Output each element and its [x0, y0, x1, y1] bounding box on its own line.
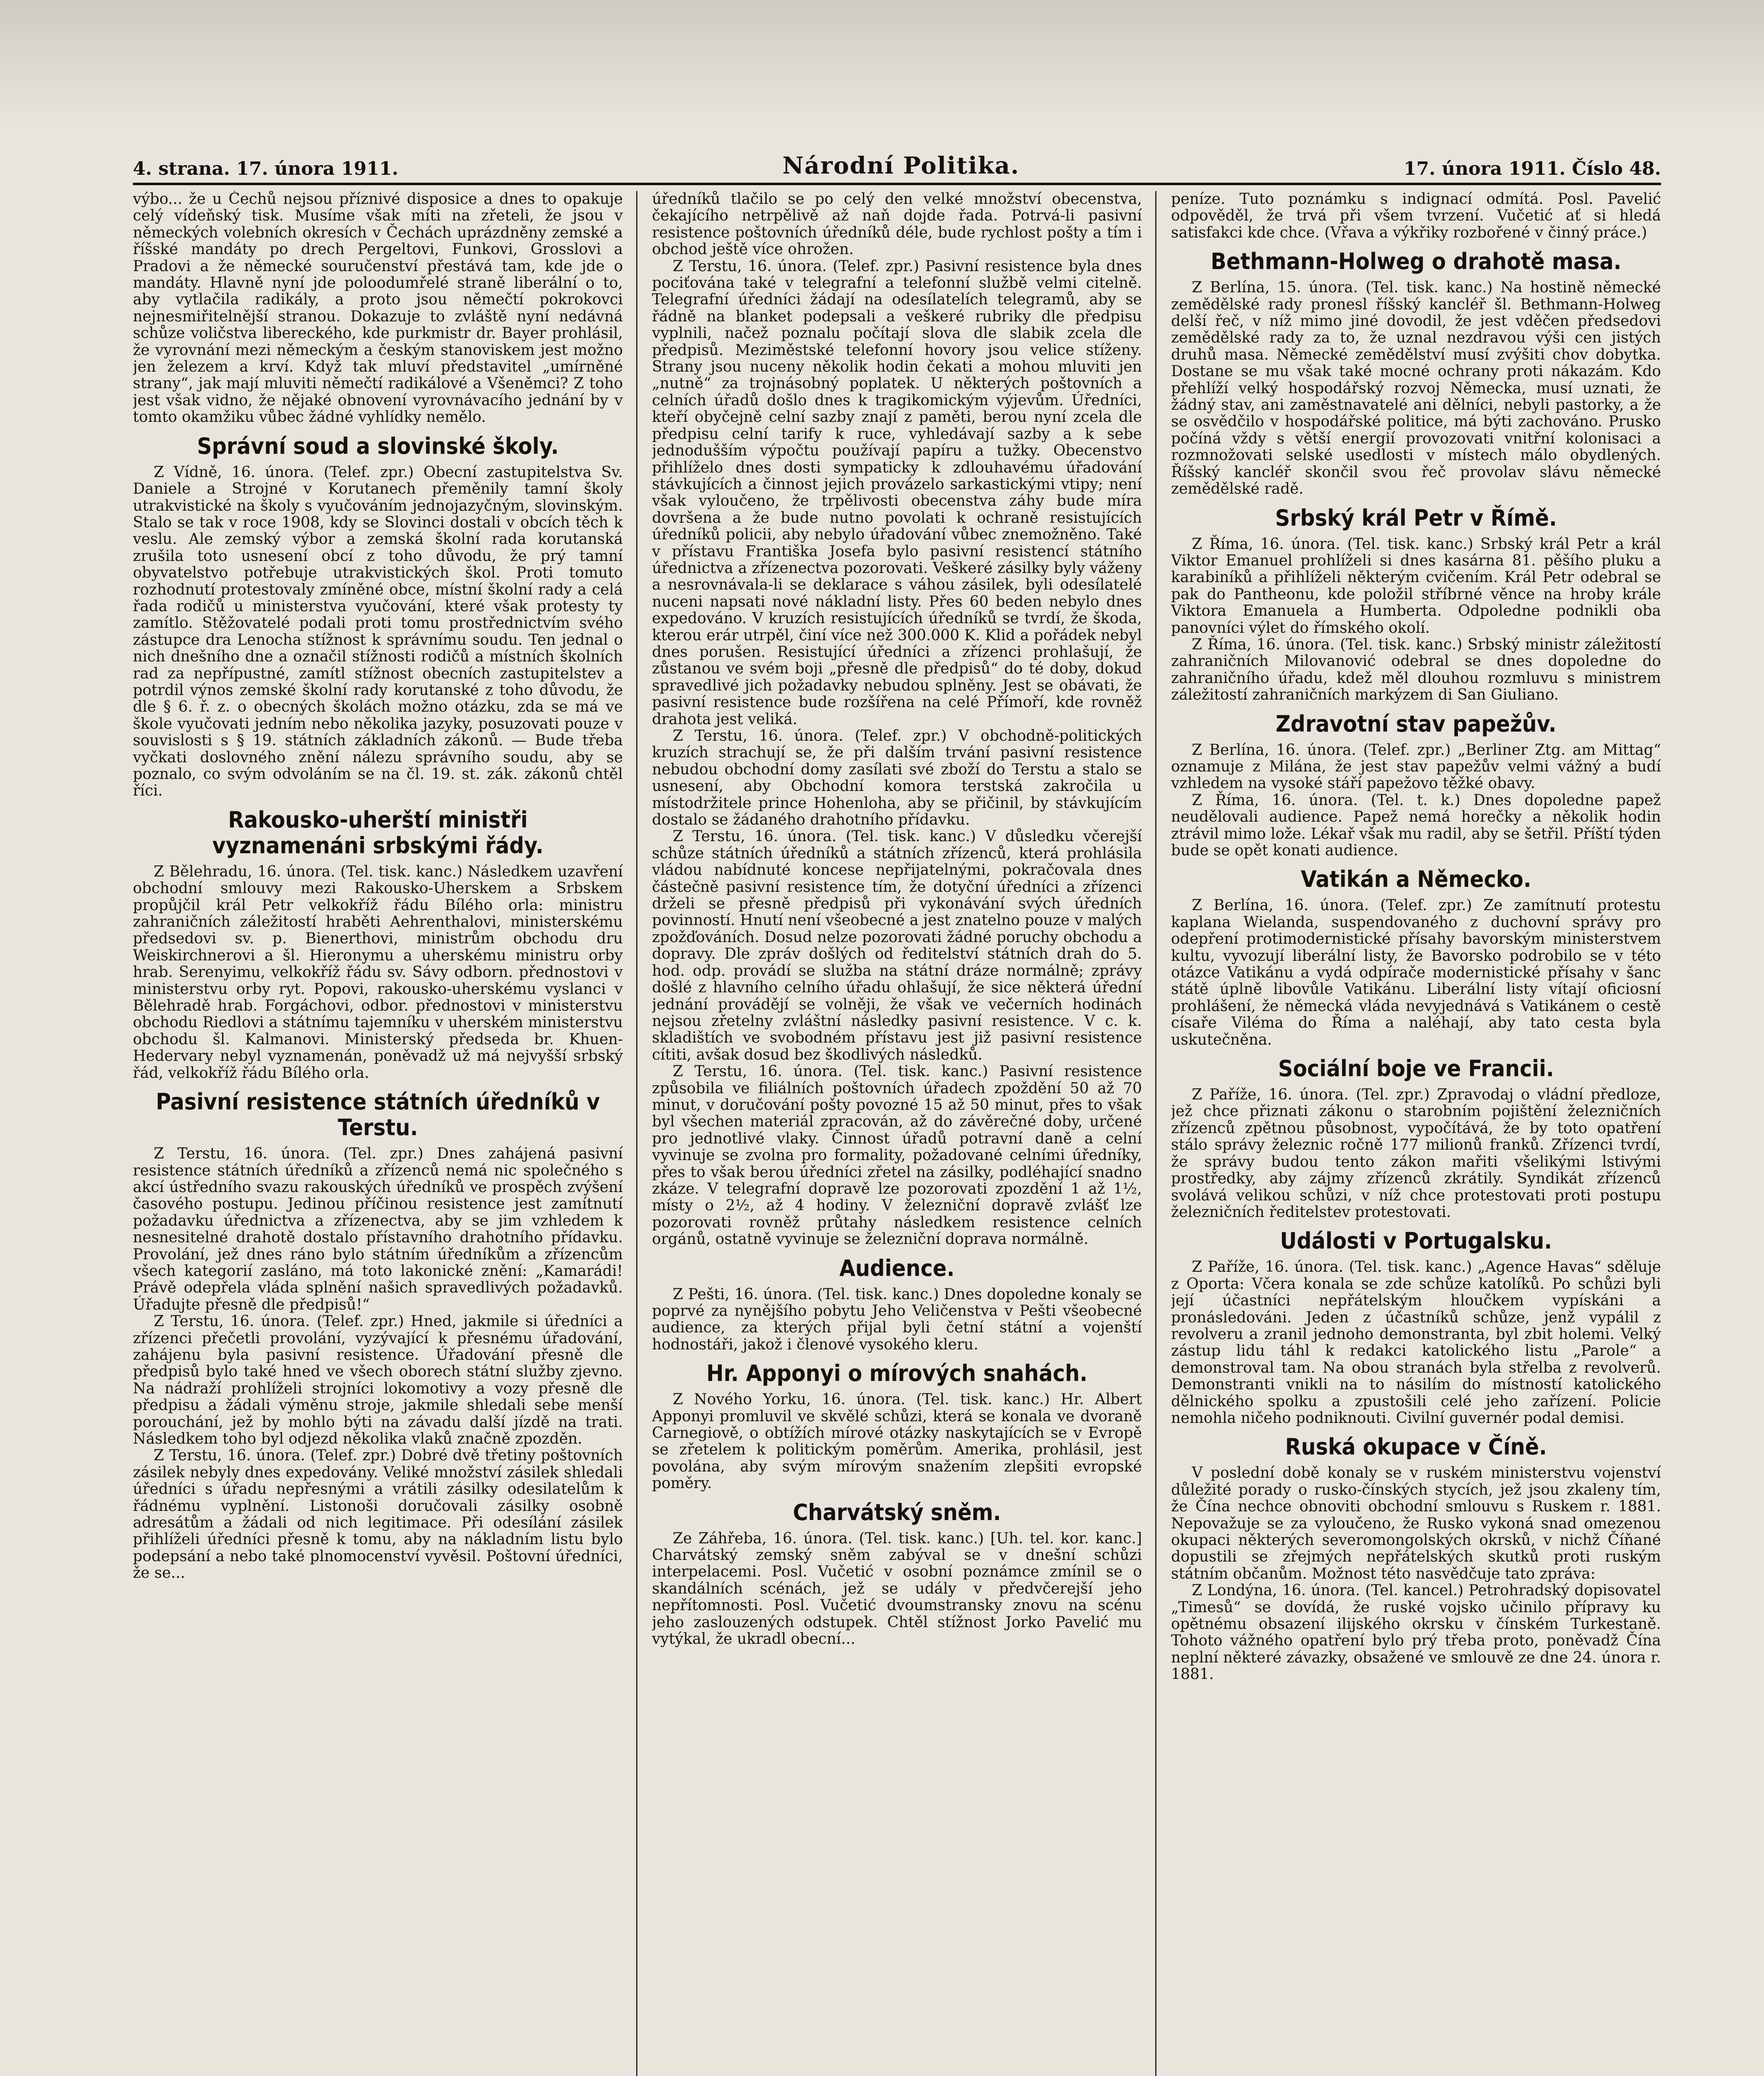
article-text: Z Pešti, 16. února. (Tel. tisk. kanc.) Dnes dopoledne konaly se poprvé za nynějšího pobytu Jeho Veličenstva v Pešti všeobecné audience, za kterých přijal byli četní státní a vojenští hodnostáři, jakož i členové vysokého kleru.: [652, 1285, 1142, 1353]
article-text: Z Říma, 16. února. (Tel. t. k.) Dnes dopoledne papež neudělovali audience. Papež nemá horečky a několik hodin ztrávil mimo lože. Lékař však mu radil, aby se šetřil. Příští týden bude se opět konati audience.: [1171, 791, 1661, 859]
article-headline: Pasivní resistence státních úředníků v Terstu.: [156, 1089, 600, 1141]
article-text: Z Terstu, 16. února. (Tel. zpr.) Dnes zahájená pasivní resistence státních úředníků a zřízenců nemá nic společného s akcí ústředního svazu rakouských úředníků ve prospěch zvýšení časového postupu. Jedinou příčinou resistence jest zamítnutí požadavku úřednictva a zřízenectva, aby se jim vzhledem k nesnesitelné drahotě dostalo přístavního drahotního přídavku. Provolání, jež dnes ráno bylo státním úředníkům a zřízencům všech kategorií zasláno, má toto lakonické znění: „Kamarádi! Právě odepřela vláda splnění našich spravedlivých požadavků. Úřadujte přesně dle předpisů!“: [133, 1145, 623, 1313]
article-text: Z Paříže, 16. února. (Tel. zpr.) Zpravodaj o vládní předloze, jež chce přiznati zákonu o starobním pojištění železničních zřízenců zpětnou působnost, vypočítává, že by toto opatření stálo správy železnic ročně 177 milionů franků. Zřízenci tvrdí, že správy budou tento zákon mařiti všelikými lstivými prostředky, aby zájmy zřízenců zkrátily. Syndikát zřízenců svolává velikou schůzi, v níž chce protestovati proti postupu železničních ředitelstev protestovati.: [1171, 1086, 1661, 1221]
column-divider: [1155, 191, 1156, 2076]
article-headline: Sociální boje ve Francii.: [1278, 1055, 1554, 1082]
article-headline: Audience.: [839, 1255, 955, 1281]
article-text: Z Bělehradu, 16. února. (Tel. tisk. kanc.) Následkem uzavření obchodní smlouvy mezi Rakousko-Uherskem a Srbskem propůjčil král Petr velkokříž řádu Bílého orla: ministru zahraničních záležitostí hraběti Aehrenthalovi, ministerskému předsedovi sv. p. Bienerthovi, ministrům obchodu dru Weiskirchnerovi a šl. Hieronymu a uherskému ministru orby hrab. Serenyimu, velkokříž řádu sv. Sávy odborn. přednostovi v ministerstvu orby ryt. Popovi, rakousko-uherskému vyslanci v Bělehradě hrab. Forgáchovi, odbor. přednostovi v ministerstvu obchodu Riedlovi a státnímu tajemníku v uherském ministerstvu obchodu šl. Kalmanovi. Ministerský předseda br. Khuen-Hedervary nebyl vyznamenán, poněvadž už má nejvyšší srbský řád, velkokříž řádu Bílého orla.: [133, 863, 623, 1082]
paper-edge-shadow-top: [0, 0, 1764, 125]
article-text: Z Terstu, 16. února. (Telef. zpr.) Pasivní resistence byla dnes pociťována také v telegrafní a telefonní službě velmi citelně. Telegrafní úředníci žádají na odesílatelích telegramů, aby se řádně na blanket podepsali a veškeré rubriky dle předpisu vyplnili, načež poznalu počítají slova dle slabik zcela dle předpisů. Meziměstské telefonní hovory jsou velice stíženy. Strany jsou nuceny několik hodin čekati a mohou mluviti jen „nutně“ za trojnásobný poplatek. U některých poštovních a celních úřadů došlo dnes k tragikomickým výjevům. Úředníci, kteří obyčejně celní sazby znají z paměti, berou nyní zcela dle předpisu celní tarify k ruce, vyhledávají sazby a k sebe jednodušším výpočtu používají papíru a tužky. Obecenstvo přihlíželo dnes dosti sympaticky k zdlouhavému úřadování stávkujících a činnost jejich provázelo sarkastickými vtipy; není však vyloučeno, že trpělivosti obecenstva záhy bude míra dovršena a že bude nutno povolati k ochraně resistujících úředníků policii, aby nebylo úřadování vůbec znemožněno. Také v přístavu Františka Josefa bylo pasivní resistencí státního úřednictva a zřízenectva pozorovati. Veškeré zásilky byly váženy a nesrovnávala-li se deklarace s váhou zásilek, byli odesílatelé nuceni napsati nové nákladní listy. Přes 60 beden nebylo dnes expedováno. V kruzích resistujících úředníků se tvrdí, že škoda, kterou erár utrpěl, činí více než 300.000 K. Klid a pořádek nebyl dnes porušen. Resistující úředníci a zřízenci prohlašují, že zůstanou ve svém boji „přesně dle předpisů“ do té doby, dokud spravedlivé jich požadavky nebudou splněny. Jest se obávati, že pasivní resistence bude rozšířena na celé Přímoří, kde rovněž drahota jest veliká.: [652, 257, 1142, 728]
article-text: Z Paříže, 16. února. (Tel. tisk. kanc.) „Agence Havas“ sděluje z Oporta: Včera konala se zde schůze katolíků. Po schůzi byli její účastníci nepřátelským hloučkem vypískáni a pronásledováni. Jeden z účastníků schůze, jenž vypálil z revolveru a zranil jednoho demonstranta, byl zbit holemi. Velký zástup lidu táhl k redakci katolického listu „Parole“ a demonstroval tam. Na obou stranách byla střelba z revolverů. Demonstranti vnikli na to násilím do místností katolického dělnického spolku a zpustošili celé jeho zařízení. Policie nemohla ničeho podniknouti. Civilní guvernér podal demisi.: [1171, 1258, 1661, 1427]
article-headline: Hr. Apponyi o mírových snahách.: [706, 1360, 1088, 1387]
article-text: Z Nového Yorku, 16. února. (Tel. tisk. kanc.) Hr. Albert Apponyi promluvil ve skvělé schůzi, která se konala ve dvoraně Carnegiově, o obtížích mírové otázky naskytajících se v Evropě se zřetelem k politickým poměrům. Amerika, prohlásil, jest povolána, aby svým mírovým snažením zlepšiti evropské poměry.: [652, 1391, 1142, 1492]
article-text: Z Berlína, 15. února. (Tel. tisk. kanc.) Na hostině německé zemědělské rady pronesl říšský kancléř šl. Bethmann-Holweg delší řeč, v níž mimo jiné dovodil, že jest vděčen předsedovi zemědělské rady za to, že uznal nezdravou výši cen jistých druhů masa. Německé zemědělství musí zvýšiti chov dobytka. Dostane se mu však také mocné ochrany proti nákazám. Kdo přehlíží velký hospodářský rozvoj Německa, musí uznati, že žádný stav, ani zaměstnavatelé ani dělníci, nebyli pastorky, a že se osvědčilo v hospodářské politice, má býti zachováno. Prusko počíná vždy s větší energií provozovati vnitřní kolonisaci a rozmnožovati selské usedlosti v místech málo obydlených. Říšský kancléř skončil svou řeč provolav slávu německé zemědělské radě.: [1171, 279, 1661, 498]
article-headline: Ruská okupace v Číně.: [1285, 1434, 1547, 1460]
article-text: Z Terstu, 16. února. (Telef. zpr.) Hned, jakmile si úředníci a zřízenci přečetli provolání, vyzývající k přesnému úřadování, zahájenu byla pasivní resistence. Úřadování přesně dle předpisů bylo také hned ve všech oborech státní služby zjevno. Na nádraží prohlíželi strojníci lokomotivy a vozy přesně dle předpisu a žádali výměnu stroje, jakmile shledali sebe menší porouchání, jež by mohlo býti na závadu další jízdě na trati. Následkem toho byl odjezd několika vlaků značně zpozděn.: [133, 1313, 623, 1447]
column-divider: [636, 191, 637, 2076]
header-right: 17. února 1911. Číslo 48.: [1404, 158, 1661, 179]
column-2: [652, 191, 1142, 2076]
article-headline: Vatikán a Německo.: [1301, 866, 1531, 893]
article-text: Ze Záhřeba, 16. února. (Tel. tisk. kanc.) [Uh. tel. kor. kanc.] Charvátský zemský sněm zabýval se v dnešní schůzi interpelacemi. Posl. Vučetić v osobní poznámce zmínil se o skandálních scénách, jež se udály v předvčerejší jeho nepřítomnosti. Posl. Vučetić dvoumstransky znovu na scénu jeho zaslouzených odstupek. Chtěl stížnost Jorko Pavelić mu vytýkal, že ukradl obecní...: [652, 1530, 1142, 1648]
article-text: výbo... že u Čechů nejsou příznivé disposice a dnes to opakuje celý vídeňský tisk. Musíme však míti na zřeteli, že jsou v německých volebních okresích v Čechách uprázdněny zemské a říšské mandáty po drech Pergeltovi, Funkovi, Grosslovi a Pradovi a že německé souručenství přestává tam, kde jde o mandáty. Hlavně nyní jde poloodumřelé straně liberální o to, aby vytlačila radikály, a proto jsou němečtí pokrokovci nejnesmiřitelnější stranou. Dokazuje to zvláště nyní nedávná schůze voličstva libereckého, kde purkmistr dr. Bayer prohlásil, že vyrovnání mezi německým a českým stanoviskem jest možno jen železem a krví. Když tak mluví představitel „umírněné strany“, jak mají mluviti němečtí radikálové a Všeněmci? Z toho jest však vidno, že nějaké obnovení vyrovnávacího jednání by v tomto okamžiku vůbec žádné vyhlídky nemělo.: [133, 191, 623, 426]
article-text: Z Terstu, 16. února. (Tel. tisk. kanc.) Pasivní resistence způsobila ve filiálních poštovních úřadech zpoždění 50 až 70 minut, v doručování pošty povozné 15 až 50 minut, přes to však byl všechen materiál zpracován, až do závěrečné doby, určené pro jednotlivé vlaky. Činnost úřadů potravní daně a celní vyvinuje se zvolna pro formality, požadované celními úředníky, přes to však berou úředníci zřetel na zásilky, podléhající snadno zkáze. V telegrafní dopravě lze pozorovati zpozdění 1 až 1½, místy o 2½, až 4 hodiny. V železniční dopravě zvlášť lze pozorovati rovněž průtahy následkem resistence celních orgánů, ostatně vyvinuje se železniční doprava normálně.: [652, 1063, 1142, 1248]
header-rule: [133, 183, 1661, 185]
column-3: [1171, 191, 1661, 2076]
article-text: Z Říma, 16. února. (Tel. tisk. kanc.) Srbský ministr záležitostí zahraničních Milovanović odebral se dnes dopoledne do zahraničního úřadu, kdež měl dlouhou rozmluvu s ministrem záležitostí zahraničních markýzem di San Giuliano.: [1171, 636, 1661, 704]
article-text: Z Říma, 16. února. (Tel. tisk. kanc.) Srbský král Petr a král Viktor Emanuel prohlíželi si dnes kasárna 81. pěšího pluku a karabiníků a přihlíželi některým cvičením. Král Petr odebral se pak do Pantheonu, kde položil stříbrné věnce na hroby krále Viktora Emanuela a Humberta. Odpoledne podnikli oba panovníci výlet do římského okolí.: [1171, 535, 1661, 637]
article-text: peníze. Tuto poznámku s indignací odmítá. Posl. Pavelić odpověděl, že trvá při všem tvrzení. Vučetić ať si hledá satisfakci kde chce. (Vřava a výkřiky rozbořené v činný práce.): [1171, 191, 1661, 241]
article-headline: Bethmann-Holweg o drahotě masa.: [1210, 248, 1622, 275]
article-text: Z Londýna, 16. února. (Tel. kancel.) Petrohradský dopisovatel „Timesů“ se dovídá, že ruské vojsko učinilo přípravy ku opětnému obsazení ilijského okrsku v čínském Turkestaně. Tohoto vážného opatření bylo prý třeba proto, poněvadž Čína neplní některé závazky, obsažené ve smlouvě ze dne 24. února r. 1881.: [1171, 1582, 1661, 1683]
article-headline: Události v Portugalsku.: [1280, 1228, 1552, 1254]
article-headline: Rakousko-uherští ministři vyznamenáni srbskými řády.: [212, 806, 544, 859]
article-text: Z Berlína, 16. února. (Telef. zpr.) Ze zamítnutí protestu kaplana Wielanda, suspendovaného z duchovní správy pro odepření protimodernistické přísahy bavorským ministerstvem kultu, vyvozují liberální listy, že Bavorsko podrobilo se v této otázce Vatikánu a vydá odpírače modernistické přísahy v šanc státě úplně libovůle Vatikánu. Liberální listy vítají oficiosní prohlášení, že německá vláda nevyjednává s Vatikánem o cestě císaře Viléma do Říma a naléhají, aby tato cesta byla uskutečněna.: [1171, 897, 1661, 1048]
article-text: V poslední době konaly se v ruském ministerstvu vojenství důležité porady o rusko-čínských stycích, jež jsou zkaleny tím, že Čína nechce obnoviti obchodní smlouvu s Ruskem r. 1881. Nepovažuje se za vyloučeno, že Rusko vykoná snad omezenou okupaci některých severomongolských okrsků, v nichž Číňané dopustili se zřejmých nepřátelských skutků proti ruským státním občanům. Možnost této nasvědčuje tato zpráva:: [1171, 1464, 1661, 1582]
article-headline: Zdravotní stav papežův.: [1276, 710, 1556, 737]
article-headline: Charvátský sněm.: [793, 1499, 1001, 1525]
article-text: Z Terstu, 16. února. (Telef. zpr.) Dobré dvě třetiny poštovních zásilek nebyly dnes expedovány. Veliké množství zásilek shledali úředníci s úřadu nepřesnými a vrátili zásilky odesilatelům k řádnému vyplnění. Listonoši doručovali zásilky osobně adresátům a žádali od nich legitimace. Při odesílání zásilek přihlíželi úředníci přesně k tomu, aby na nákladním listu bylo podepsání a nebo také plnomocenství vyvěsil. Poštovní úředníci, že se...: [133, 1447, 623, 1582]
article-headline: Správní soud a slovinské školy.: [197, 433, 559, 459]
column-1: [133, 191, 623, 2076]
header-left: 4. strana. 17. února 1911.: [133, 158, 399, 179]
article-text: Z Terstu, 16. února. (Telef. zpr.) V obchodně-politických kruzích strachují se, že při dalším trvání pasivní resistence nebudou obchodní domy zasílati své zboží do Terstu a stalo se usnesení, aby Obchodní komora terstská zakročila u místodržitele prince Hohenloha, aby se přičinil, by stávkujícím dostalo se žádaného drahotního přídavku.: [652, 727, 1142, 829]
article-headline: Srbský král Petr v Římě.: [1275, 504, 1557, 531]
masthead-title: Národní Politika.: [782, 152, 1020, 179]
article-text: Z Berlína, 16. února. (Telef. zpr.) „Berliner Ztg. am Mittag“ oznamuje z Milána, že jest stav papežův velmi vážný a budí vzhledem na vysoké stáří papežovo těžké obavy.: [1171, 741, 1661, 792]
article-text: Z Terstu, 16. února. (Tel. tisk. kanc.) V důsledku včerejší schůze státních úředníků a státních zřízenců, která prohlásila vládou nabídnuté koncese nepřijatelnými, pokračovala dnes částečně pasivní resistence tím, že dotyční úředníci a zřízenci drželi se přesně předpisů při vykonávání svých úředních povinností. Hnutí není všeobecné a jest znatelno pouze v malých zpožďováních. Dosud nelze pozorovati žádné poruchy obchodu a dopravy. Dle zpráv došlých od ředitelství státních drah do 5. hod. odp. provádí se služba na státní dráze normálně; zprávy došlé z hlavního celního úřadu ohlašují, že sice některá úřední jednání provádějí se volněji, že však ve večerních hodinách nejsou zřetelny zvláštní následky pasivní resistence. V c. k. skladištích ve svobodném přístavu jest již pasivní resistence cítiti, avšak dosud bez škodlivých následků.: [652, 828, 1142, 1063]
article-text: Z Vídně, 16. února. (Telef. zpr.) Obecní zastupitelstva Sv. Daniele a Strojné v Korutanech přeměnily tamní školy utrakvistické na školy s vyučováním jednojazyčným, slovinským. Stalo se tak v roce 1908, kdy se Slovinci dostali v obcích těch k veslu. Ale zemský výbor a zemská školní rada korutanská zrušila toto usnesení obcí z toho důvodu, že prý tamní obyvatelstvo potřebuje utrakvistických škol. Proti tomuto rozhodnutí protestovaly zmíněné obce, místní školní rady a celá řada rodičů u ministerstva vyučování, které však protesty ty zamítlo. Stěžovatelé podali proti tomu prostřednictvím svého zástupce dra Lenocha stížnost k správnímu soudu. Ten jednal o nich dnešního dne a označil stížnosti rodičů a místních školních rad za nepřípustné, zamítl stížnost obecních zastupitelstev a potrdil výnos zemské školní rady korutanské z toho důvodu, že dle § 6. ř. z. o obecných školách možno otázku, zda se má ve škole vyučovati jedním nebo několika jazyky, posuzovati pouze v souvislosti s § 19. státních základních zákonů. — Bude třeba vyčkati doslovného znění nálezu správního soudu, aby se poznalo, co svým odvoláním se na čl. 19. st. zák. zákonů chtěl říci.: [133, 463, 623, 800]
article-text: úředníků tlačilo se po celý den velké množství obecenstva, čekajícího netrpělivě až naň dojde řada. Potrvá-li pasivní resistence poštovních úředníků déle, bude rychlost pošty a tím i obchod ještě více ohrožen.: [652, 191, 1142, 258]
page-header: [133, 154, 1661, 179]
